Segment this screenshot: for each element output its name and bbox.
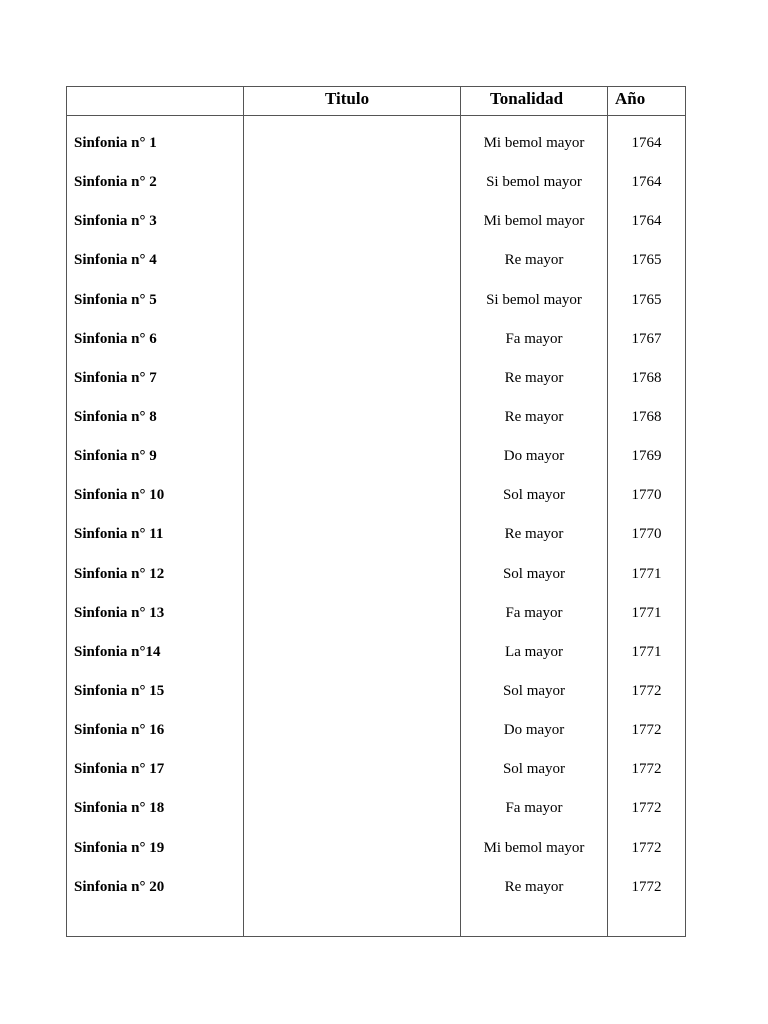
symphony-year: 1771 (631, 565, 662, 582)
symphony-year: 1772 (631, 722, 662, 739)
symphony-year: 1765 (631, 252, 662, 269)
table-row (67, 248, 685, 287)
symphony-year: 1765 (631, 291, 662, 308)
header-title: Titulo (325, 89, 370, 108)
symphony-name: Sinfonia n° 10 (74, 487, 165, 504)
symphony-name: Sinfonia n° 12 (74, 565, 165, 582)
symphony-year: 1767 (631, 330, 662, 347)
header-key: Tonalidad (490, 89, 564, 108)
symphony-name: Sinfonia n° 20 (74, 878, 165, 895)
symphony-name: Sinfonia n° 9 (74, 448, 157, 465)
symphony-key: Re mayor (504, 369, 564, 386)
symphony-key: Fa mayor (505, 604, 563, 621)
table-body (67, 131, 685, 914)
table-row (67, 405, 685, 444)
symphony-key: Fa mayor (505, 330, 563, 347)
table-row (67, 796, 685, 835)
symphony-year: 1771 (631, 643, 662, 660)
symphony-name: Sinfonia n° 7 (74, 369, 157, 386)
symphony-key: Re mayor (504, 878, 564, 895)
symphony-year: 1770 (631, 526, 662, 543)
table-row (67, 718, 685, 757)
symphony-year: 1768 (631, 408, 662, 425)
symphony-name: Sinfonia n° 17 (74, 761, 165, 778)
symphony-key: Si bemol mayor (486, 174, 582, 191)
symphony-year: 1771 (631, 604, 662, 621)
symphony-name: Sinfonia n° 13 (74, 604, 165, 621)
symphony-key: Re mayor (504, 252, 564, 269)
symphony-year: 1764 (631, 135, 662, 151)
symphony-key: Sol mayor (502, 487, 566, 504)
symphony-name: Sinfonia n° 5 (74, 291, 157, 308)
symphony-key: Re mayor (504, 408, 564, 425)
table-row (67, 209, 685, 248)
table-row (67, 640, 685, 679)
symphony-name: Sinfonia n° 1 (74, 135, 157, 151)
table-row (67, 170, 685, 209)
symphony-year: 1769 (631, 448, 662, 465)
symphony-key: Fa mayor (505, 800, 563, 817)
table-row (67, 875, 685, 914)
symphony-name: Sinfonia n° 6 (74, 330, 157, 347)
symphony-key: Mi bemol mayor (483, 135, 585, 151)
symphony-name: Sinfonia n° 18 (74, 800, 165, 817)
table-row (67, 483, 685, 522)
table-row (67, 757, 685, 796)
symphony-key: Mi bemol mayor (483, 213, 585, 230)
symphony-key: Sol mayor (502, 682, 566, 699)
table-row (67, 836, 685, 875)
symphony-year: 1772 (631, 878, 662, 895)
header-year: Año (615, 89, 646, 108)
table-row (67, 601, 685, 640)
table-row (67, 522, 685, 561)
symphony-key: Do mayor (503, 722, 565, 739)
header-divider (67, 115, 685, 116)
symphony-key: La mayor (505, 643, 563, 660)
symphony-name: Sinfonia n° 16 (74, 722, 165, 739)
symphony-name: Sinfonia n° 2 (74, 174, 157, 191)
table-row (67, 679, 685, 718)
symphony-year: 1768 (631, 369, 662, 386)
symphony-name: Sinfonia n° 11 (74, 526, 164, 543)
symphony-year: 1772 (631, 800, 662, 817)
table-row (67, 366, 685, 405)
symphony-name: Sinfonia n° 15 (74, 682, 165, 699)
symphony-key: Re mayor (504, 526, 564, 543)
symphony-name: Sinfonia n° 19 (74, 839, 165, 856)
symphony-key: Do mayor (503, 448, 565, 465)
symphony-year: 1770 (631, 487, 662, 504)
table-row (67, 288, 685, 327)
symphony-name: Sinfonia n° 8 (74, 408, 157, 425)
symphony-name: Sinfonia n° 4 (74, 252, 157, 269)
symphony-year: 1764 (631, 174, 662, 191)
table-row (67, 131, 685, 170)
symphony-year: 1772 (631, 682, 662, 699)
symphony-key: Si bemol mayor (486, 291, 582, 308)
symphony-key: Mi bemol mayor (483, 839, 585, 856)
table-row (67, 444, 685, 483)
symphony-key: Sol mayor (502, 565, 566, 582)
symphony-key: Sol mayor (502, 761, 566, 778)
symphony-year: 1772 (631, 839, 662, 856)
symphony-name: Sinfonia n° 3 (74, 213, 157, 230)
symphony-table (66, 86, 686, 937)
symphony-year: 1772 (631, 761, 662, 778)
symphony-year: 1764 (631, 213, 662, 230)
table-row (67, 562, 685, 601)
symphony-name: Sinfonia n°14 (74, 643, 161, 660)
table-row (67, 327, 685, 366)
